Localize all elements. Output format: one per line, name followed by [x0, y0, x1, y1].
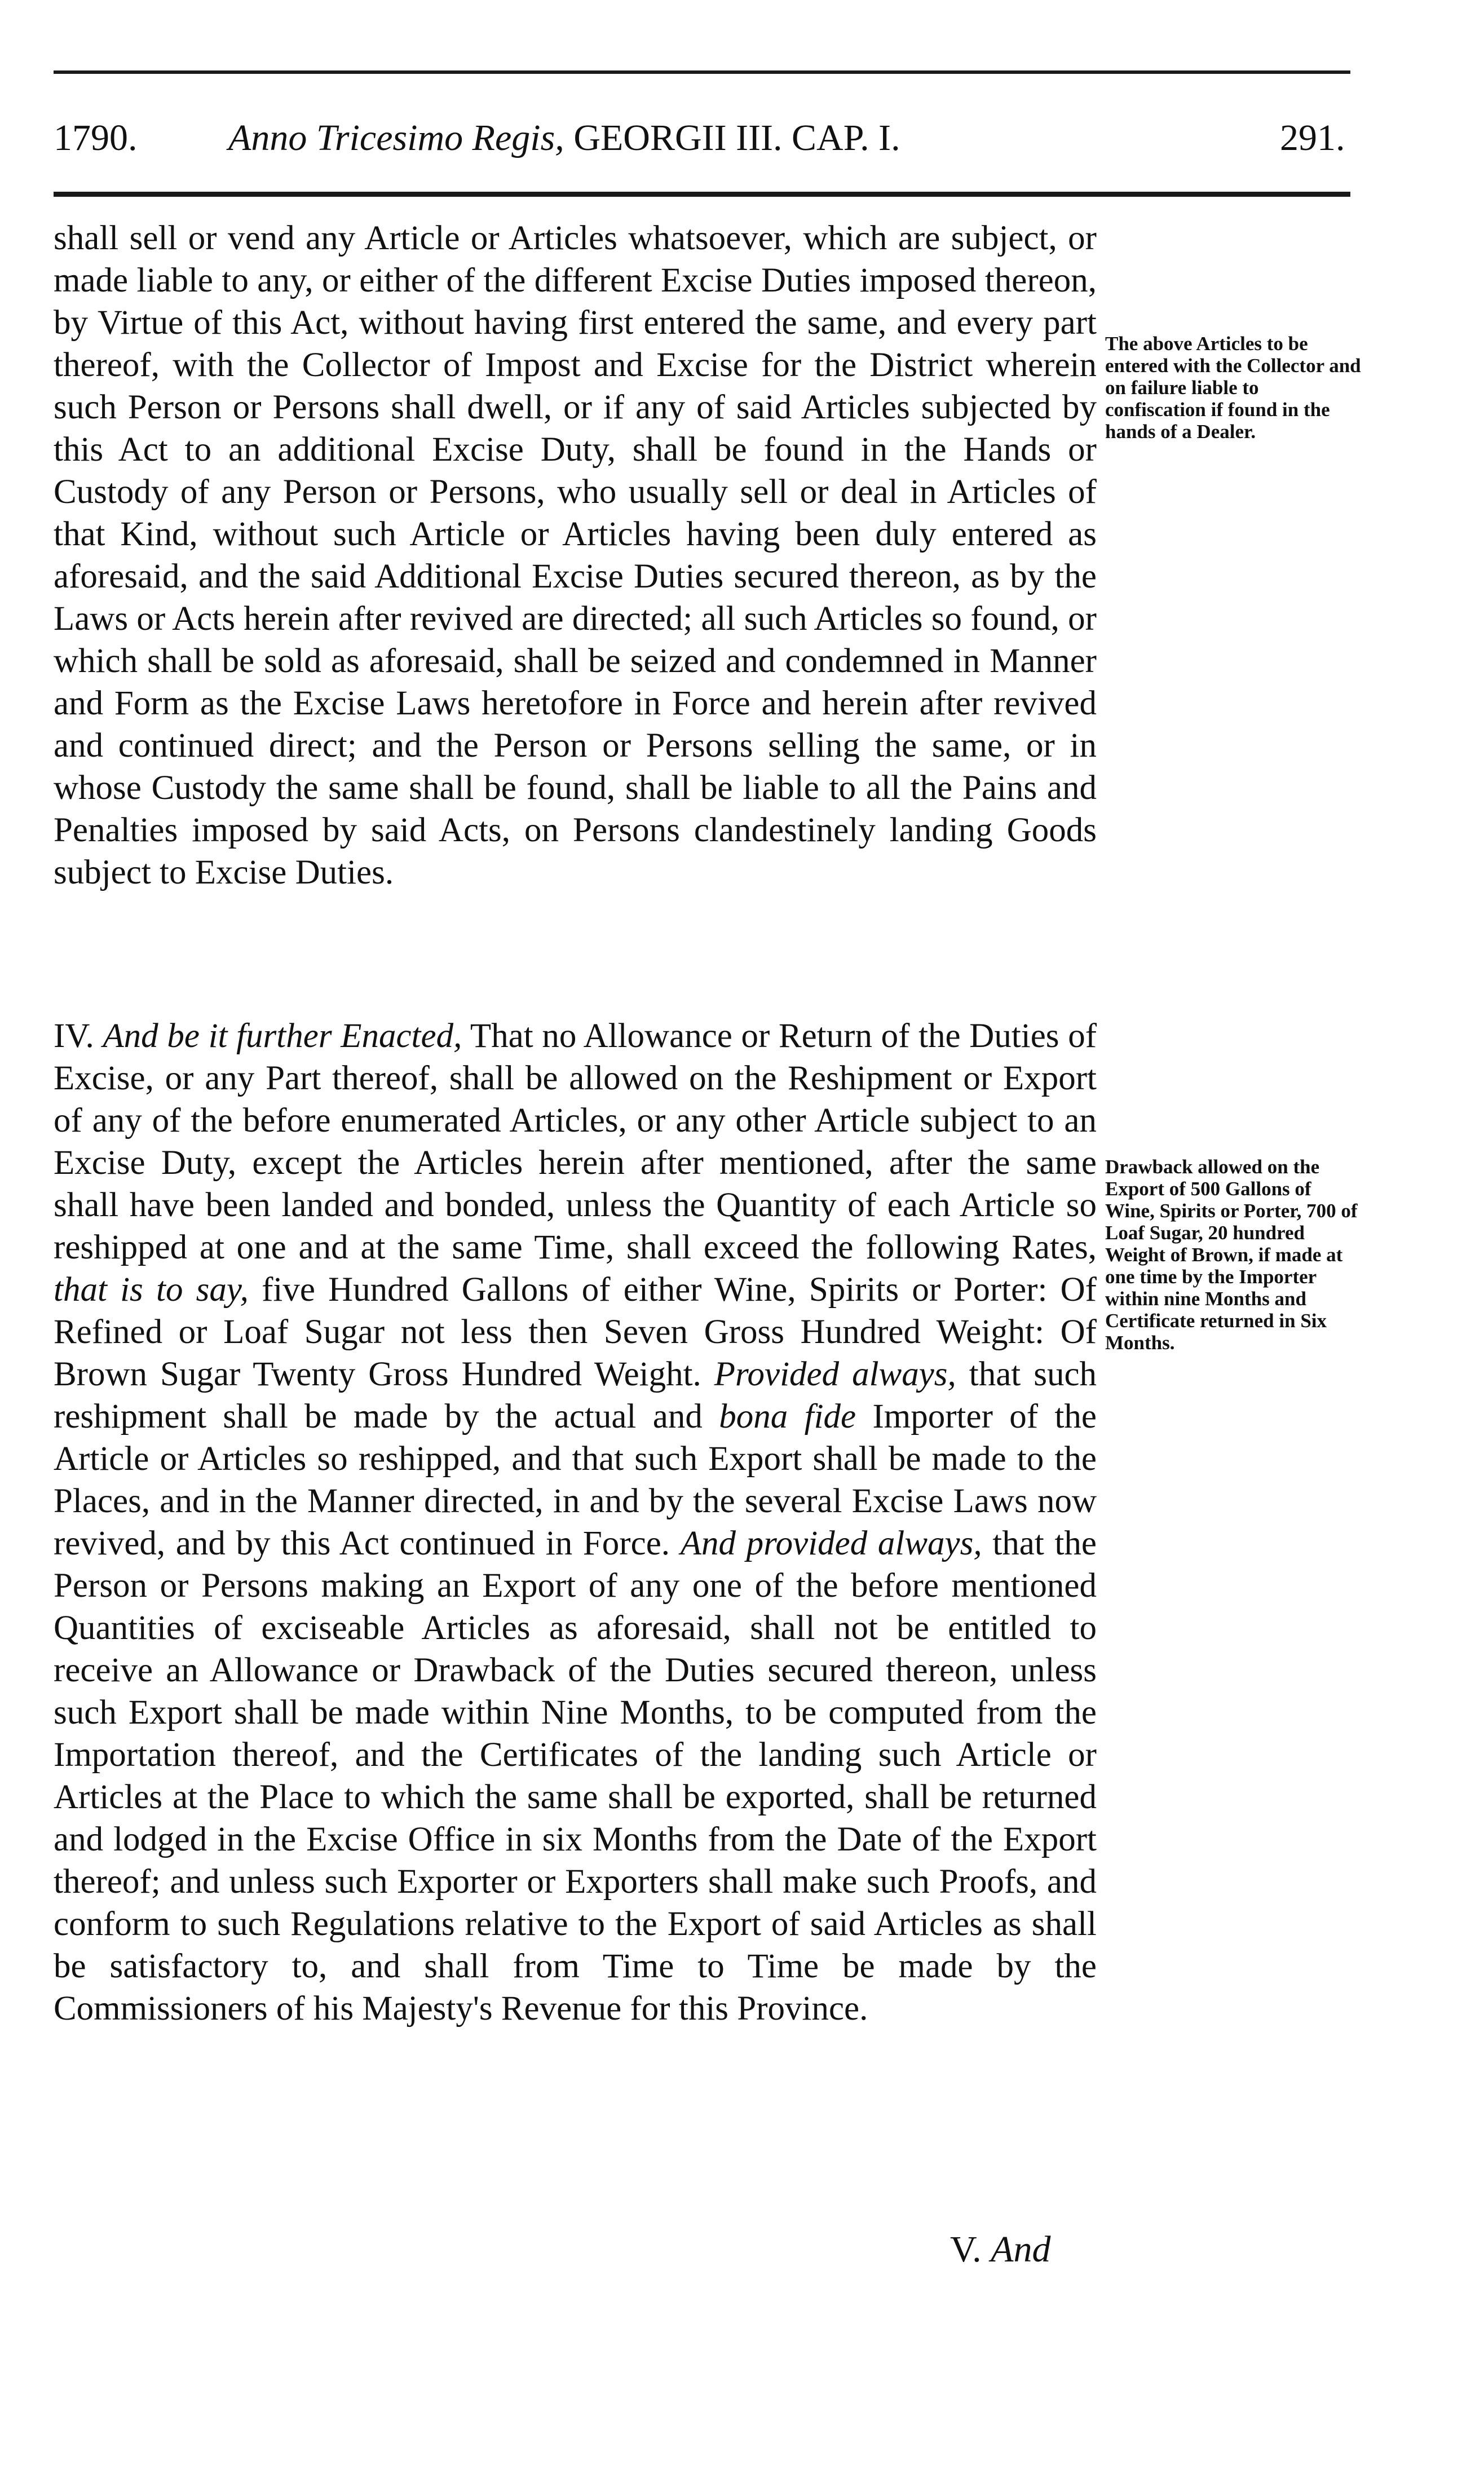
margin-note-entry-confiscation: The above Articles to be entered with the Collector and on failure liable to confiscation if found in the hands of a Dealer.	[1105, 333, 1361, 443]
page-number: 291.	[1280, 117, 1345, 158]
section-iv-paragraph	[54, 1015, 1097, 2030]
continued-paragraph	[54, 217, 1097, 894]
header-title-roman: GEORGII III. CAP. I.	[573, 117, 900, 158]
that-is-to-say: that is to say,	[54, 1271, 249, 1309]
catchword-numeral: V.	[950, 2229, 982, 2270]
enacting-clause: And be it further Enacted,	[103, 1017, 462, 1055]
header-rule	[54, 192, 1350, 197]
proviso-clause: Provided always,	[714, 1355, 956, 1393]
section-iv-part-2: five Hundred Gallons of either Wine, Spirits or Porter: Of Refined or Loaf Sugar not less then Seven Gross Hundred Weight: Of Brown Sugar Twenty Gross Hundred Weight.	[54, 1271, 1097, 1393]
section-iv-part-1: That no Allowance or Return of the Duties of Excise, or any Part thereof, shall be allowed on the Reshipment or Export of any of the before enumerated Articles, or any other Article subject to an Excise Duty, except the Articles herein after mentioned, after the same shall have been landed and bonded, unless the Quantity of each Article so reshipped at one and at the same Time, shall exceed the following Rates,	[54, 1017, 1097, 1266]
header-year: 1790.	[54, 117, 138, 158]
running-header	[54, 107, 1350, 169]
section-iv-part-5: that the Person or Persons making an Export of any one of the before mentioned Quantities of exciseable Articles as aforesaid, shall not be entitled to receive an Allowance or Drawback of the Duties secured thereon, unless such Export shall be made within Nine Months, to be computed from the Importation thereof, and the Certificates of the landing such Article or Articles at the Place to which the same shall be exported, shall be returned and lodged in the Excise Office in six Months from the Date of the Export thereof; and unless such Exporter or Exporters shall make such Proofs, and conform to such Regulations relative to the Export of said Articles as shall be satisfactory to, and shall from Time to Time be made by the Commissioners of his Majesty's Revenue for this Province.	[54, 1525, 1097, 2027]
header-title-italic: Anno Tricesimo Regis,	[228, 117, 564, 158]
top-rule	[54, 70, 1350, 74]
margin-note-drawback: Drawback allowed on the Export of 500 Gallons of Wine, Spirits or Porter, 700 of Loaf Sugar, 20 hundred Weight of Brown, if made at one time by the Importer within nine Months and Certificate returned in Six Months.	[1105, 1156, 1358, 1354]
bona-fide: bona fide	[719, 1398, 856, 1435]
second-proviso-clause: And provided always,	[680, 1525, 982, 1562]
continued-text: shall sell or vend any Article or Articles whatsoever, which are subject, or made liable to any, or either of the different Excise Duties imposed thereon, by Virtue of this Act, without having first entered the same, and every part thereof, with the Collector of Impost and Excise for the District wherein such Person or Persons shall dwell, or if any of said Articles subjected by this Act to an additional Excise Duty, shall be found in the Hands or Custody of any Person or Persons, who usually sell or deal in Articles of that Kind, without such Article or Articles having been duly entered as aforesaid, and the said Additional Excise Duties secured thereon, as by the Laws or Acts herein after revived are directed; all such Articles so found, or which shall be sold as aforesaid, shall be seized and condemned in Manner and Form as the Excise Laws heretofore in Force and herein after revived and continued direct; and the Person or Persons selling the same, or in whose Custody the same shall be found, shall be liable to all the Pains and Penalties imposed by said Acts, on Persons clandestinely landing Goods subject to Excise Duties.	[54, 219, 1097, 891]
catchword-word: And	[991, 2229, 1051, 2270]
section-iv-part-4: Importer of the Article or Articles so reshipped, and that such Export shall be made to the Places, and in the Manner directed, in and by the several Excise Laws now revived, and by this Act continued in Force.	[54, 1398, 1097, 1562]
section-iv-numeral: IV.	[54, 1017, 94, 1055]
catchword	[950, 2227, 1050, 2272]
section-iv-text	[54, 1015, 1097, 2030]
section-iv-part-3: that such reshipment shall be made by the actual and	[54, 1355, 1097, 1435]
header-title	[228, 107, 900, 169]
